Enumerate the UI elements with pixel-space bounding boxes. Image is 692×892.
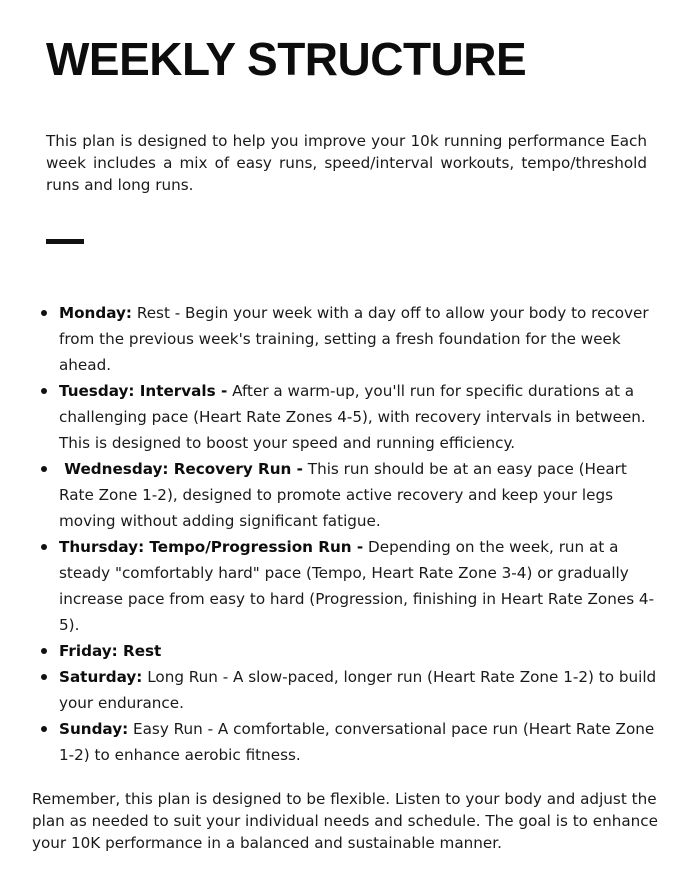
day-label: Wednesday: Recovery Run - [59,460,303,478]
day-label: Monday: [59,304,132,322]
section-divider [46,239,84,244]
bullet-icon [41,388,47,394]
bullet-icon [41,544,47,550]
page-title: WEEKLY STRUCTURE [46,33,527,85]
day-label: Friday: Rest [59,642,162,660]
intro-paragraph: This plan is designed to help you improve your 10k running performance Each week includes a mix of easy runs, speed/interval workouts, tempo/threshold runs and long runs. [46,132,647,194]
day-description: After a warm-up, you'll run for specific durations at a challenging pace (Heart Rate Zones 4-5), with recovery intervals in between. This is designed to boost your speed and running efficiency. [59,382,646,452]
day-description: Easy Run - A comfortable, conversational pace run (Heart Rate Zone 1-2) to enhance aerobic fitness. [59,720,655,764]
day-description: This run should be at an easy pace (Heart Rate Zone 1-2), designed to promote active recovery and keep your legs moving without adding significant fatigue. [59,460,627,530]
bullet-icon [41,648,47,654]
schedule-item-thursday [32,534,664,638]
schedule-item-sunday [32,716,664,768]
day-label: Thursday: Tempo/Progression Run - [59,538,364,556]
day-label: Sunday: [59,720,129,738]
bullet-icon [41,466,47,472]
day-description: Depending on the week, run at a steady "comfortably hard" pace (Tempo, Heart Rate Zone 3-4) or gradually increase pace from easy to hard (Progression, finishing in Heart Rate Zones 4-5). [59,538,655,634]
schedule-item-tuesday [32,378,664,456]
bullet-icon [41,674,47,680]
day-label: Saturday: [59,668,143,686]
day-label: Tuesday: Intervals - [59,382,228,400]
day-description: Rest - Begin your week with a day off to allow your body to recover from the previous week's training, setting a fresh foundation for the week ahead. [59,304,649,374]
schedule-item-saturday [32,664,664,716]
schedule-item-wednesday [32,456,664,534]
schedule-item-friday [32,638,664,664]
weekly-schedule-list [32,300,664,768]
day-description: Long Run - A slow-paced, longer run (Heart Rate Zone 1-2) to build your endurance. [59,668,657,712]
bullet-icon [41,310,47,316]
closing-paragraph: Remember, this plan is designed to be flexible. Listen to your body and adjust the plan as needed to suit your individual needs and schedule. The goal is to enhance your 10K performance in a balanced and sustainable manner. [32,790,658,852]
schedule-item-monday [32,300,664,378]
bullet-icon [41,726,47,732]
